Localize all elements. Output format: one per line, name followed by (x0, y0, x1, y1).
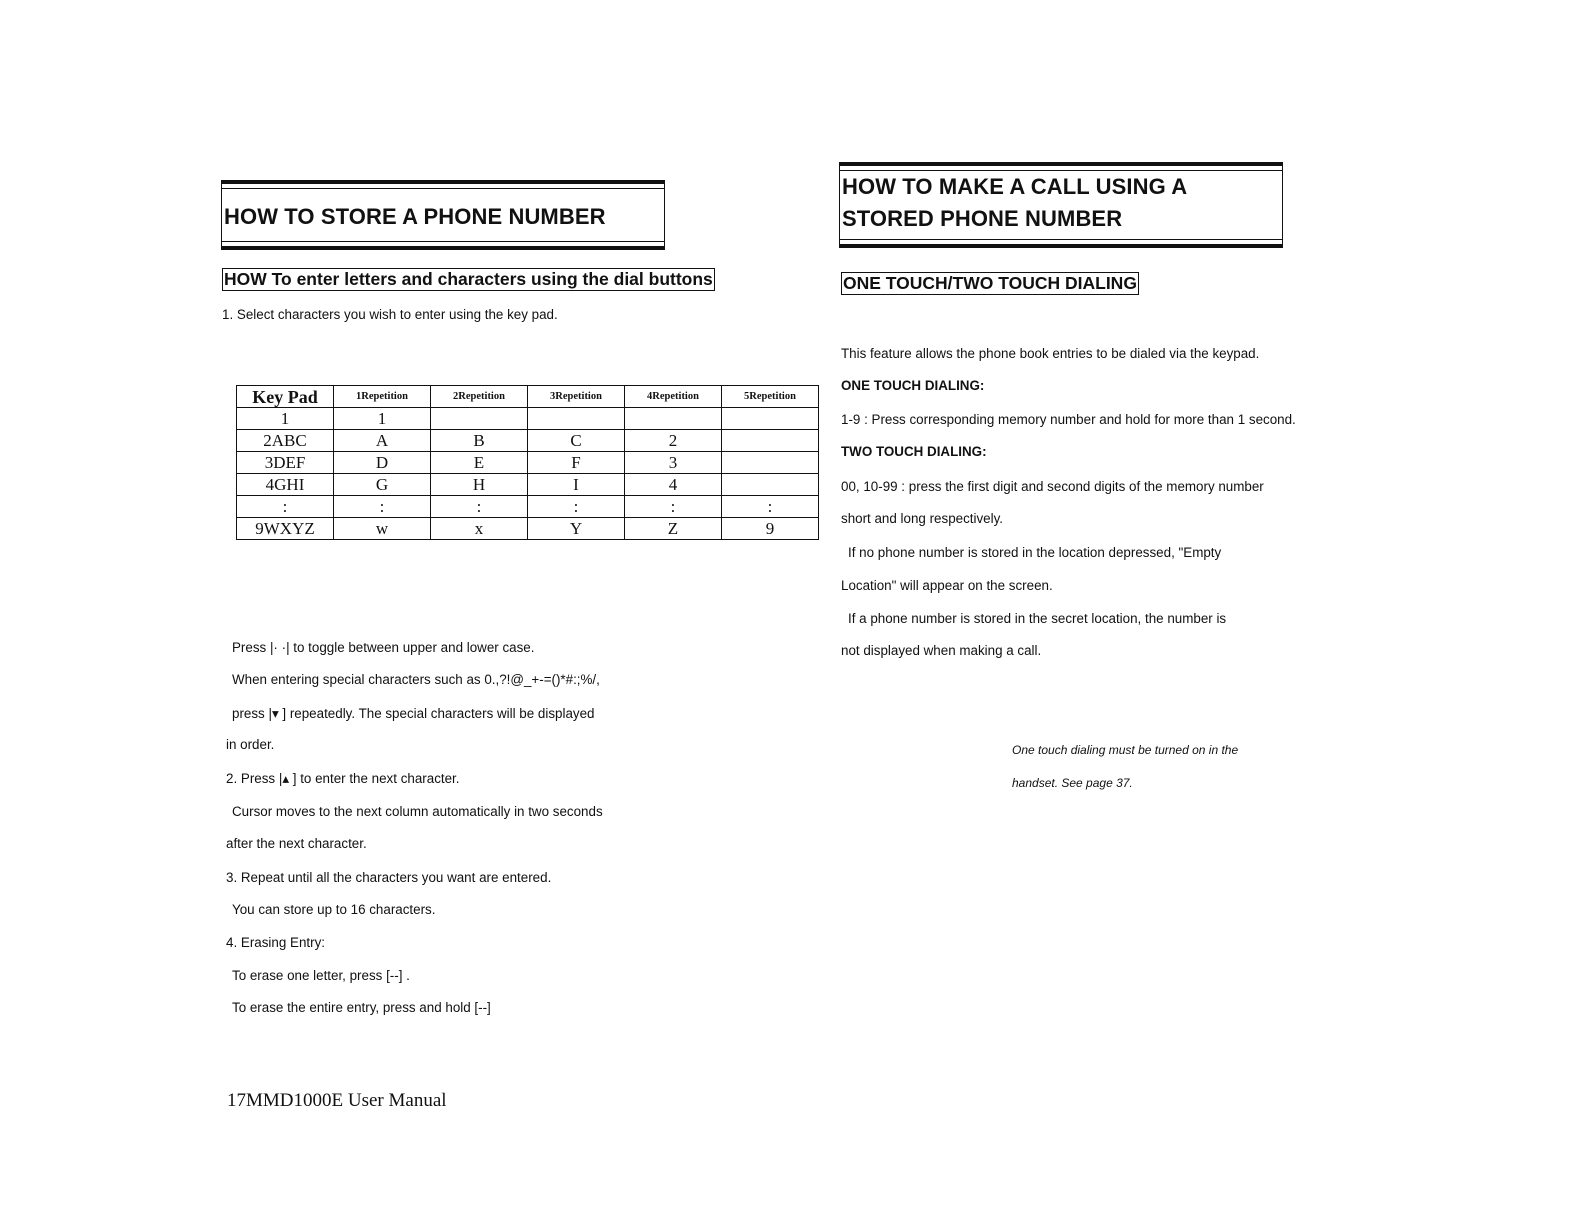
step-2-text: 2. Press |▴ ] to enter the next character. (226, 771, 460, 786)
one-two-touch-subheading: ONE TOUCH/TWO TOUCH DIALING (843, 273, 1137, 293)
table-cell: : (334, 496, 431, 518)
make-call-title-line-1: HOW TO MAKE A CALL USING A (842, 174, 1188, 199)
make-call-title-box (839, 162, 1283, 248)
table-cell (431, 408, 528, 430)
one-touch-text: 1-9 : Press corresponding memory number and hold for more than 1 second. (841, 412, 1296, 427)
table-cell: : (528, 496, 625, 518)
table-cell (528, 408, 625, 430)
table-cell: 2 (625, 430, 722, 452)
table-header: 2Repetition (431, 386, 528, 408)
table-cell: w (334, 518, 431, 540)
erase-entry-text: To erase the entire entry, press and hold [--] (232, 1000, 491, 1015)
step-1-text: 1. Select characters you wish to enter using the key pad. (222, 307, 558, 322)
special-chars-press-text: press |▾ ] repeatedly. The special characters will be displayed (232, 706, 595, 721)
table-cell: 3 (625, 452, 722, 474)
empty-location-text-1: If no phone number is stored in the location depressed, "Empty (848, 545, 1222, 560)
after-next-char-text: after the next character. (226, 836, 367, 851)
empty-location-text-2: Location" will appear on the screen. (841, 578, 1053, 593)
table-cell: G (334, 474, 431, 496)
table-cell: I (528, 474, 625, 496)
table-cell: : (625, 496, 722, 518)
two-touch-heading: TWO TOUCH DIALING: (841, 444, 987, 459)
table-header-row (237, 386, 819, 408)
table-cell: F (528, 452, 625, 474)
secret-location-text-1: If a phone number is stored in the secret location, the number is (848, 611, 1227, 626)
step-3-text: 3. Repeat until all the characters you want are entered. (226, 870, 552, 885)
store-number-title-box (221, 180, 665, 250)
table-header: 1Repetition (334, 386, 431, 408)
feature-intro-text: This feature allows the phone book entries to be dialed via the keypad. (841, 346, 1260, 361)
table-row (237, 496, 819, 518)
two-touch-text-1: 00, 10-99 : press the first digit and second digits of the memory number (841, 479, 1264, 494)
table-cell: : (722, 496, 819, 518)
manual-footer: 17MMD1000E User Manual (227, 1090, 447, 1111)
one-touch-note-line-2: handset. See page 37. (1012, 776, 1133, 790)
table-cell: : (431, 496, 528, 518)
table-cell: : (237, 496, 334, 518)
table-cell (722, 408, 819, 430)
table-cell: E (431, 452, 528, 474)
two-touch-text-2: short and long respectively. (841, 511, 1004, 526)
table-cell (722, 452, 819, 474)
table-cell: A (334, 430, 431, 452)
table-row (237, 408, 819, 430)
table-row (237, 452, 819, 474)
table-cell: 1 (237, 408, 334, 430)
secret-location-text-2: not displayed when making a call. (841, 643, 1042, 658)
table-header: 4Repetition (625, 386, 722, 408)
table-header: 5Repetition (722, 386, 819, 408)
table-cell (722, 430, 819, 452)
in-order-text: in order. (226, 737, 275, 752)
table-cell: 4 (625, 474, 722, 496)
keypad-repetition-table (236, 385, 819, 540)
table-cell: 9 (722, 518, 819, 540)
make-call-title-line-2: STORED PHONE NUMBER (842, 206, 1123, 231)
store-limit-text: You can store up to 16 characters. (232, 902, 436, 917)
table-row (237, 474, 819, 496)
table-row (237, 430, 819, 452)
one-touch-heading: ONE TOUCH DIALING: (841, 378, 985, 393)
table-cell (722, 474, 819, 496)
table-cell: C (528, 430, 625, 452)
erase-letter-text: To erase one letter, press [--] . (232, 968, 410, 983)
special-chars-text: When entering special characters such as 0.,?!@_+-=()*#:;%/, (232, 672, 600, 687)
table-cell: Y (528, 518, 625, 540)
table-header: Key Pad (237, 386, 334, 408)
table-cell: 3DEF (237, 452, 334, 474)
table-cell (625, 408, 722, 430)
table-cell: 1 (334, 408, 431, 430)
table-cell: 9WXYZ (237, 518, 334, 540)
table-row (237, 518, 819, 540)
table-cell: B (431, 430, 528, 452)
store-number-title: HOW TO STORE A PHONE NUMBER (224, 204, 606, 229)
step-4-text: 4. Erasing Entry: (226, 935, 325, 950)
table-cell: 4GHI (237, 474, 334, 496)
table-cell: Z (625, 518, 722, 540)
one-touch-note-line-1: One touch dialing must be turned on in the (1012, 743, 1239, 757)
table-cell: D (334, 452, 431, 474)
table-cell: H (431, 474, 528, 496)
cursor-moves-text: Cursor moves to the next column automatically in two seconds (232, 804, 603, 819)
toggle-case-text: Press |· ·| to toggle between upper and lower case. (232, 640, 535, 655)
table-cell: x (431, 518, 528, 540)
table-cell: 2ABC (237, 430, 334, 452)
enter-letters-subheading: HOW To enter letters and characters using the dial buttons (224, 269, 713, 289)
table-header: 3Repetition (528, 386, 625, 408)
